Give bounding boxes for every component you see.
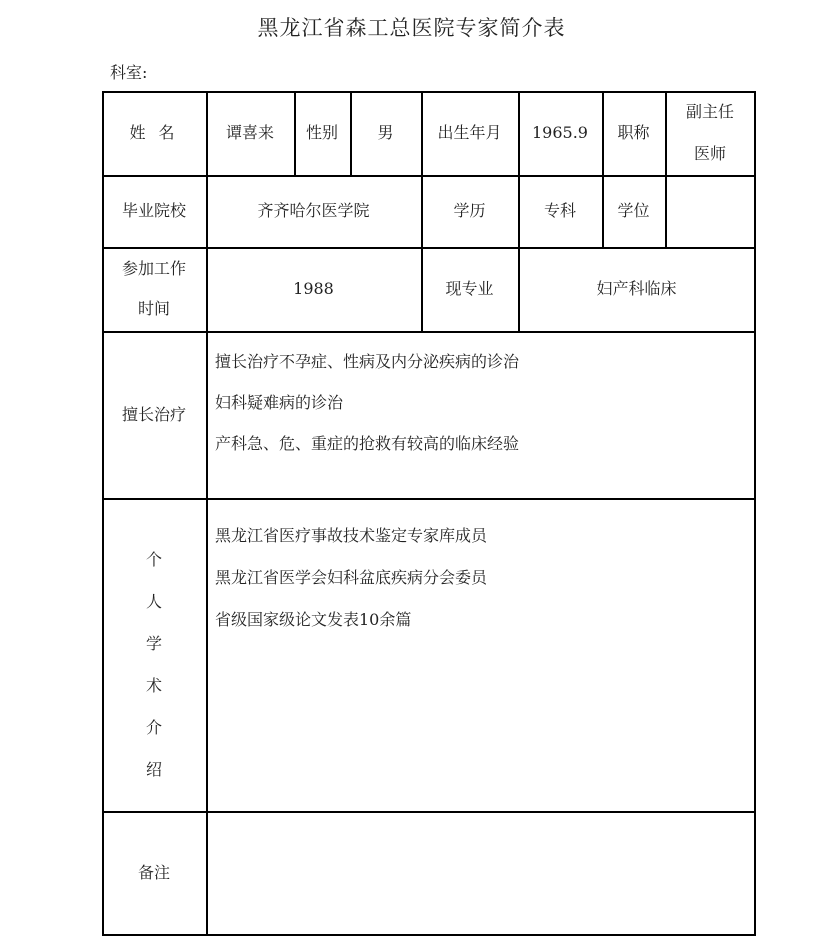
academic-item: 黑龙江省医学会妇科盆底疾病分会委员 <box>215 568 488 587</box>
birth-value-text: 1965.9 <box>532 123 588 143</box>
school-value-text: 齐齐哈尔医学院 <box>257 201 370 221</box>
specialty-value <box>518 247 755 331</box>
academic-label-char: 术 <box>145 675 162 695</box>
name-label <box>102 91 206 175</box>
expertise-label-text: 擅长治疗 <box>121 404 186 424</box>
work-start-label-line1: 参加工作 <box>121 259 186 278</box>
expertise-list <box>215 341 519 464</box>
gender-label <box>294 91 350 175</box>
gender-label-text: 性别 <box>305 123 338 143</box>
work-start-value-text: 1988 <box>293 279 334 299</box>
academic-label <box>102 498 206 811</box>
degree-label <box>602 175 665 247</box>
academic-item: 黑龙江省医疗事故技术鉴定专家库成员 <box>215 526 488 545</box>
remarks-value <box>206 811 755 934</box>
birth-value <box>518 91 602 175</box>
expertise-item: 擅长治疗不孕症、性病及内分泌疾病的诊治 <box>215 352 520 371</box>
education-value-text: 专科 <box>543 201 576 221</box>
work-start-label-line2: 时间 <box>137 299 170 318</box>
academic-item: 省级国家级论文发表10余篇 <box>215 610 412 629</box>
title-value-line2: 医师 <box>693 144 726 163</box>
education-value <box>518 175 602 247</box>
title-value-line1: 副主任 <box>685 102 734 121</box>
name-label-text: 姓 名 <box>129 123 179 143</box>
table-border-bottom <box>102 934 756 936</box>
title-label-text: 职称 <box>617 123 650 143</box>
department-label: 科室: <box>110 63 148 82</box>
academic-label-char: 介 <box>145 717 162 737</box>
form-title: 黑龙江省森工总医院专家简介表 <box>257 16 566 40</box>
gender-value-text: 男 <box>377 123 394 143</box>
degree-label-text: 学位 <box>617 201 650 221</box>
school-label <box>102 175 206 247</box>
remarks-label-text: 备注 <box>137 862 170 882</box>
school-value <box>206 175 421 247</box>
expertise-label <box>102 331 206 498</box>
remarks-label <box>102 811 206 934</box>
birth-label-text: 出生年月 <box>437 123 502 143</box>
academic-label-char: 学 <box>145 633 162 653</box>
work-start-value <box>206 247 421 331</box>
expertise-item: 产科急、危、重症的抢救有较高的临床经验 <box>215 434 520 453</box>
school-label-text: 毕业院校 <box>121 201 186 221</box>
name-value <box>206 91 294 175</box>
education-label <box>421 175 518 247</box>
academic-list <box>215 515 487 641</box>
academic-label-char: 个 <box>145 549 162 569</box>
degree-value <box>665 175 755 247</box>
title-value <box>665 91 755 175</box>
expertise-item: 妇科疑难病的诊治 <box>215 393 344 412</box>
specialty-value-text: 妇产科临床 <box>596 279 677 299</box>
specialty-label <box>421 247 518 331</box>
academic-label-char: 绍 <box>145 759 162 779</box>
gender-value <box>350 91 421 175</box>
title-label <box>602 91 665 175</box>
work-start-label <box>102 247 206 331</box>
name-value-text: 谭喜来 <box>225 123 274 143</box>
education-label-text: 学历 <box>453 201 486 221</box>
academic-label-char: 人 <box>145 591 162 611</box>
specialty-label-text: 现专业 <box>445 279 494 299</box>
birth-label <box>421 91 518 175</box>
